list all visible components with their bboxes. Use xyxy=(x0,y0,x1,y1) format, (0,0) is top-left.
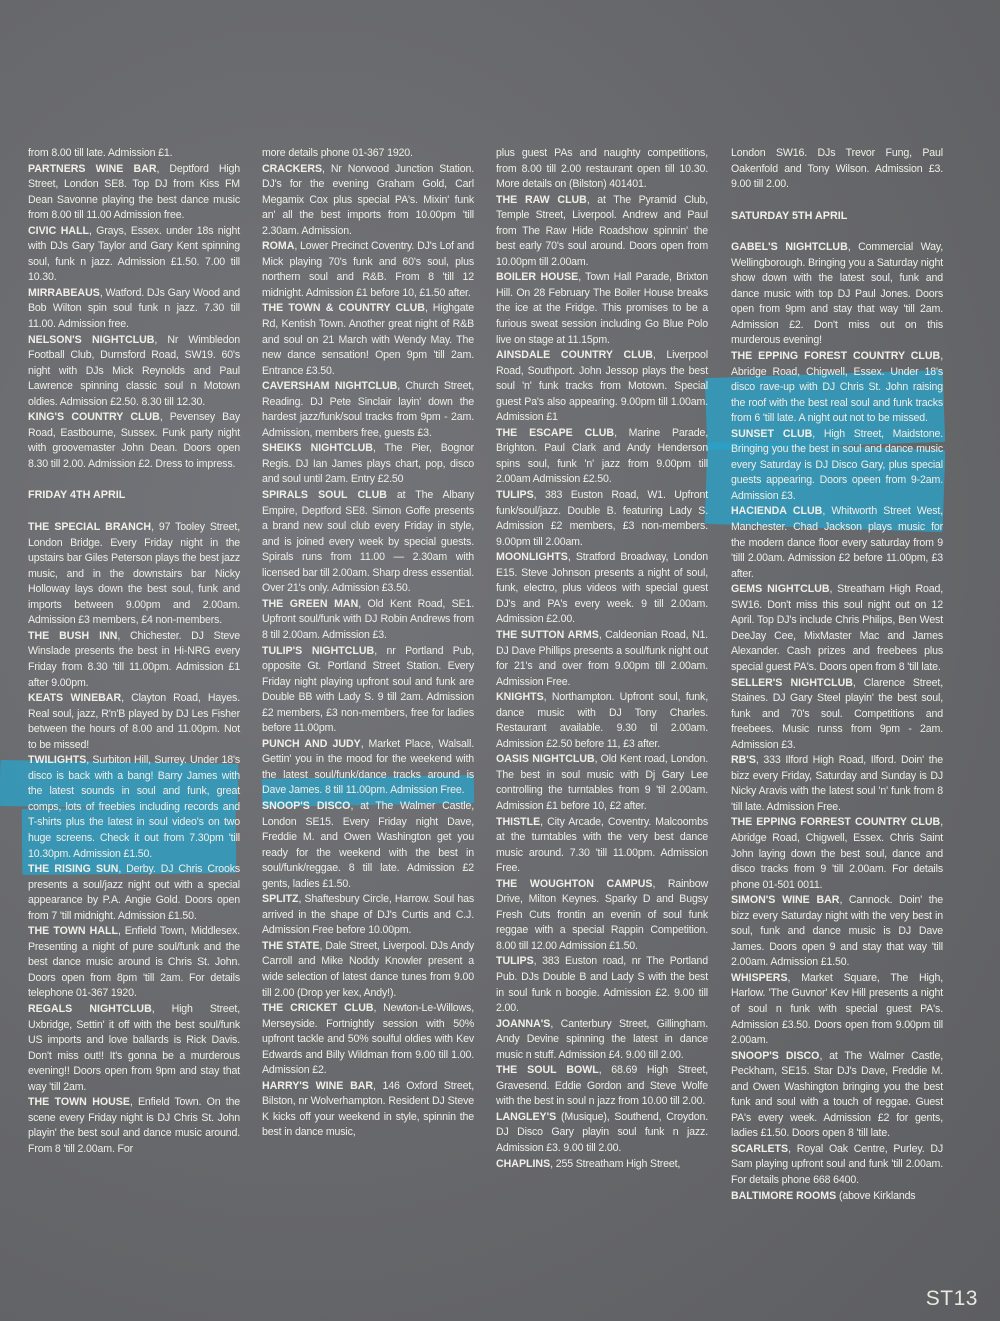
listings-column-4 xyxy=(731,146,943,1204)
listing-text: , Pevensey Bay Road, Eastbourne, Sussex. Funk party night with groovemaster John Dean. Doors open 8.30 till 2.00. Admission £2. Dress to impress. xyxy=(28,411,240,470)
listing-entry xyxy=(496,752,708,814)
listing-text: , at The Pyramid Club, Temple Street, Liverpool. Andrew and Paul from The Raw Hide Roadshow spinnin' the best early 70's soul around. Doors open from 10.00pm till 2.00am. xyxy=(496,193,708,268)
listing-entry xyxy=(496,1157,708,1173)
venue-name: THE SPECIAL BRANCH xyxy=(28,521,152,534)
listing-text: , Surbiton Hill, Surrey. Under 18's disco is back with a bang! Barry James with the latest sounds in soul and funk, great comps, lots of freebies including records and T-shirts plus the latest in soul video's on two huge screens. Check it out from 7.30pm 'till 10.30pm. Admission £1.50. xyxy=(28,754,240,860)
listing-text: , Deptford High Street, London SE8. Top DJ from Kiss FM Dean Savonne playing the best dance music from 8.00 till 11.00 Admission free. xyxy=(28,162,241,222)
venue-name: THE RAW CLUB xyxy=(496,193,587,206)
listing-entry xyxy=(496,426,708,488)
listing-text: , Clarence Street, Staines. DJ Gary Steel playin' the best soul, funk and 70's soul. Competitions and freebees. Music runss from 9pm - 2am. Admission £3. xyxy=(731,676,943,751)
listing-text: at The Albany Empire, Deptford SE8. Simon Goffe presents a brand new soul club every Friday in style, and is joined every week by special guests. Spirals runs from 11.00 — 2.30am with licensed bar till 2.00am. Sharp dress essential. Over 21's only. Admission £3.50. xyxy=(262,489,474,595)
listing-entry xyxy=(496,954,708,1016)
listing-entry xyxy=(28,753,240,862)
venue-name: THE WOUGHTON CAMPUS xyxy=(496,877,653,890)
listing-entry xyxy=(496,488,708,550)
listing-text: , Nr Wimbledon Football Club, Durnsford Road, SW19. 60's night with DJs Mick Reynolds and Paul Lawrence spinning classic soul n Motown oldies. Admission £2.50. 8.30 till 12.30. xyxy=(28,333,240,408)
listing-text: , 255 Streatham High Street, xyxy=(550,1157,681,1170)
listing-entry xyxy=(262,441,474,488)
venue-name: SELLER'S NIGHTCLUB xyxy=(731,676,853,689)
listing-text: , Watford. DJs Gary Wood and Bob Wilton spin soul funk n jazz. 7.30 till 11.00. Admission free. xyxy=(28,286,240,331)
listing-entry xyxy=(262,1079,474,1141)
listings-column-1 xyxy=(28,146,240,1157)
listing-entry xyxy=(496,348,708,426)
listings-column-2 xyxy=(262,146,474,1141)
listing-entry xyxy=(28,1095,240,1157)
listing-text: , Market Place, Walsall. Gettin' you in the mood for the weekend with the latest soul/funk/dance tracks around is Dave James. 8 till 11.00pm. Admission Free. xyxy=(262,737,474,797)
venue-name: JOANNA'S xyxy=(496,1017,551,1030)
listing-text: , 68.69 High Street, Gravesend. Eddie Gordon and Steve Wolfe with the best in soul n jazz from 10.00 till 2.00. xyxy=(496,1064,709,1108)
listing-text: , Highgate Rd, Kentish Town. Another great night of R&B and soul on 21 March with Wendy May. The new dance sensation! Open 9pm 'till 2am. Entrance £3.50. xyxy=(262,302,475,377)
listing-text: , Royal Oak Centre, Purley. DJ Sam playing upfront soul and funk 'till 2.00am. For details phone 668 6400. xyxy=(731,1142,943,1186)
venue-name: REGALS NIGHTCLUB xyxy=(28,1002,152,1015)
listing-entry xyxy=(731,676,943,754)
listing-entry xyxy=(28,1002,240,1095)
venue-name: CIVIC HALL xyxy=(28,224,90,237)
listing-text: , 333 Ilford High Road, Ilford. Doin' the bizz every Friday, Saturday and Sunday is DJ Nicky Aravis with the latest soul 'n' funk from 8 'till late. Admission Free. xyxy=(731,754,943,813)
listing-text: , Newton-Le-Willows, Merseyside. Fortnightly session with 50% upfront tackle and 50% soulful oldies with Kev Edwards and Billy Wildman from 9.00 till 1.00. Admission £2. xyxy=(262,1002,474,1077)
listing-entry xyxy=(28,691,240,753)
listing-entry xyxy=(496,1063,708,1110)
venue-name: TULIP'S NIGHTCLUB xyxy=(262,644,375,657)
venue-name: TWILIGHTS xyxy=(28,754,87,767)
listing-text: , Grays, Essex. under 18s night with DJs Gary Taylor and Gary Kent spinning soul, funk n jazz. Admission £1.50. 7.00 till 10.30. xyxy=(28,224,240,284)
venue-name: THE SOUL BOWL xyxy=(496,1064,599,1077)
listing-text: , at The Walmer Castle, Peckham, SE15. Star DJ's Dave, Freddie M. and Owen Washington bringing you the best funk and soul with a touch of reggae. Guest PA's every week. Admission £2 for gents, ladies £1.50. Doors open 8 'till late. xyxy=(731,1049,944,1140)
listing-entry xyxy=(731,1189,943,1205)
venue-name: SNOOP'S DISCO xyxy=(731,1049,820,1062)
listing-text: more details phone 01-367 1920. xyxy=(262,147,413,159)
venue-name: THE GREEN MAN xyxy=(262,597,359,610)
venue-name: PUNCH AND JUDY xyxy=(262,737,361,750)
listing-text: , Abridge Road, Chigwell, Essex. Chris Saint John laying down the best soul, dance and disco tracks from 9 'till 2.00am. For details phone 01-501 0011. xyxy=(731,816,943,891)
venue-name: SCARLETS xyxy=(731,1142,789,1155)
listing-entry xyxy=(496,877,708,955)
listing-text: , Northampton. Upfront soul, funk, dance music with DJ Tony Charles. Restaurant available. 9.30 til 2.00am. Admission £2.50 before 11, £3 after. xyxy=(496,691,708,750)
listing-text: (Musique), Southend, Croydon. DJ Disco Gary playin soul funk n jazz. Admission £3. 9.00 till 2.00. xyxy=(496,1110,708,1154)
listing-text: , Enfield Town. On the scene every Friday night is DJ Chris St. John playin' the best soul and dance music around. From 8 'till 2.00am. For xyxy=(28,1096,240,1155)
venue-name: SHEIKS NIGHTCLUB xyxy=(262,442,373,455)
listing-text: , Cannock. Doin' the bizz every Saturday night with the very best in soul, funk and dance music is DJ Dave James. Doors open 9 and stay that way 'till 2.00am. Admission £1.50. xyxy=(731,894,943,969)
venue-name: OASIS NIGHTCLUB xyxy=(496,753,595,766)
listing-entry xyxy=(262,239,474,301)
listing-entry xyxy=(731,815,943,893)
listing-entry xyxy=(28,146,240,162)
listing-text: , Streatham High Road, SW16. Don't miss this soul night out on 12 April. Top DJ's include Chris Philips, Ben West DeeJay Cee, MixMaster Mac and James Alexander. Cash prizes and freebees plus special guest PA's. Doors open from 8 'till late. xyxy=(731,583,943,673)
venue-name: CHAPLINS xyxy=(496,1157,551,1170)
listing-entry xyxy=(496,628,708,690)
venue-name: HACIENDA CLUB xyxy=(731,505,823,518)
listing-entry xyxy=(496,1110,708,1157)
listing-text: , 97 Tooley Street, London Bridge. Every Friday night in the upstairs bar Giles Peterson plays the best jazz music, and in the downstairs bar Nicky Holloway lays down the best soul, funk and imports between 9.00pm and 2.00am. Admission £3 members, £4 non-members. xyxy=(28,521,240,627)
listing-text: , High Street, Uxbridge, Settin' it off with the best soul/funk US imports and love ballards is Rick Davis. Don't miss out!! It's gonna be a murderous evening!! Doors open from 9pm and stay that way 'till 2am. xyxy=(28,1002,240,1093)
listing-entry xyxy=(28,924,240,1002)
listing-entry xyxy=(28,520,240,629)
listing-text: , Enfield Town, Middlesex. Presenting a night of pure soul/funk and the best dance music around is Chris St. John. Doors open from 8pm 'till 2am. For details telephone 01-367 1920. xyxy=(28,925,240,1000)
listing-text: , 383 Euston road, nr The Portland Pub. DJs Double B and Lady S with the best in soul funk n boogie. Admission £2. 9.00 till 2.00. xyxy=(496,955,708,1015)
venue-name: GEMS NIGHTCLUB xyxy=(731,583,830,596)
listing-text: , Whitworth Street West, Manchester. Chad Jackson plays music for the modern dance floor every saturday from 9 'tilll 2.00am. Admission £2 before 11.00pm, £3 after. xyxy=(731,505,943,580)
venue-name: KNIGHTS xyxy=(496,691,544,704)
venue-name: CAVERSHAM NIGHTCLUB xyxy=(262,380,398,393)
venue-name: THE CRICKET CLUB xyxy=(262,1002,374,1015)
listing-text: , Derby. DJ Chris Crooks presents a soul/jazz night out with a special appearance by P.A. Angie Gold. Doors open from 7 'till midnight. Admission £1.50. xyxy=(28,863,240,922)
listing-text: , The Pier, Bognor Regis. DJ Ian James plays chart, pop, disco and soul until 2am. Entry £2.50 xyxy=(262,442,474,486)
venue-name: BALTIMORE ROOMS xyxy=(731,1189,837,1202)
venue-name: SIMON'S WINE BAR xyxy=(731,894,840,907)
listing-entry xyxy=(731,349,943,427)
venue-name: TULIPS xyxy=(496,955,534,968)
listing-text: , City Arcade, Coventry. Malcoombs at the turntables with the very best dance music around. 7.30 'till 11.00pm. Admission Free. xyxy=(496,815,708,875)
venue-name: BOILER HOUSE xyxy=(496,271,579,284)
listing-text: , Nr Norwood Junction Station. DJ's for the evening Graham Gold, Carl Megamix Cox plus special PA's. Mixin' funk an' all the best imports from 10.00pm 'till 2.30am. Admission. xyxy=(262,162,474,237)
listing-entry xyxy=(262,799,474,892)
listing-text: , Market Square, The High, Harlow. 'The Guvnor' Kev Hill presents a night of soul n funk with special guest PA's. Admission £3.50. Doors open from 9.00pm till 2.00am. xyxy=(731,971,943,1047)
listing-text: , nr Portland Pub, opposite Gt. Portland Street Station. Every Friday night playing upfront soul and funk are Double BB with Lady S. 9 till 2am. Admission £2 members, £3 non-members, free for ladies before 11.00pm. xyxy=(262,644,474,735)
venue-name: MIRRABEAUS xyxy=(28,286,100,299)
listing-text: , Old Kent road, London. The best in soul music with Dj Gary Lee controlling the turntables from 9 'til 2.00am. Admission £1 before 10, £2 after. xyxy=(496,753,708,812)
listing-text: , Marine Parade, Brighton. Paul Clark and Andy Henderson spins soul, funk 'n' jazz from 9.00pm till 2.00am Admission £2.50. xyxy=(496,426,709,486)
venue-name: THE SUTTON ARMS xyxy=(496,628,599,641)
listing-entry xyxy=(731,893,943,971)
listing-entry xyxy=(262,892,474,939)
listing-text: , Stratford Broadway, London E15. Steve Johnson presents a night of soul, funk, electro, plus videos with special guest DJ's and PA's every week. 9 till 2.00am. Admission £2.00. xyxy=(496,551,708,626)
venue-name: KEATS WINEBAR xyxy=(28,692,122,705)
listing-entry xyxy=(262,162,474,240)
venue-name: THE TOWN HOUSE xyxy=(28,1096,130,1109)
listing-text: , Rainbow Drive, Milton Keynes. Sparky D and Bugsy Fresh Cuts frontin an evenin of soul funk reggae with a special Rappin Competition. 8.00 till 12.00 Admission £1.50. xyxy=(496,877,708,952)
listing-entry xyxy=(496,270,708,348)
listing-entry xyxy=(262,737,474,799)
listing-entry xyxy=(731,582,943,675)
venue-name: THE EPPING FOREST COUNTRY CLUB xyxy=(731,350,941,363)
listing-text: , Clayton Road, Hayes. Real soul, jazz, R'n'B played by DJ Les Fisher between the hours of 8.00 and 11.00pm. Not to be missed! xyxy=(28,692,240,751)
listing-entry xyxy=(28,862,240,924)
listing-text: plus guest PAs and naughty competitions, from 8.00 till 2.00 restaurant open till 10.30. More details on (Bilston) 401401. xyxy=(496,147,708,191)
listing-entry xyxy=(496,690,708,752)
venue-name: CRACKERS xyxy=(262,162,323,175)
listing-entry xyxy=(28,629,240,691)
listing-text: , Canterbury Street, Gillingham. Andy Devine spinning the latest in dance music n stuff. Admission £4. 9.00 till 2.00. xyxy=(496,1017,708,1061)
listing-entry xyxy=(731,1049,943,1142)
day-heading: FRIDAY 4TH APRIL xyxy=(28,489,126,502)
listing-text: , 383 Euston Road, W1. Upfront funk/soul/jazz. Double B. featuring Lady S. Admission £2 members, £3 non-members. 9.00pm till 2.00am. xyxy=(496,489,708,548)
listing-text: , Caldeonian Road, N1. DJ Dave Phillips presents a soul/funk night out for 21's and over from 9.00pm till 2.00am. Admission Free. xyxy=(496,628,709,688)
listings-column-3 xyxy=(496,146,708,1172)
listing-entry xyxy=(262,1001,474,1079)
listing-entry xyxy=(731,1142,943,1189)
venue-name: SPIRALS SOUL CLUB xyxy=(262,489,387,502)
listing-entry xyxy=(262,488,474,597)
listing-entry xyxy=(496,193,708,271)
listing-entry xyxy=(496,1017,708,1064)
listing-entry xyxy=(731,971,943,1049)
venue-name: SNOOP'S DISCO xyxy=(262,799,351,812)
venue-name: PARTNERS WINE BAR xyxy=(28,162,157,175)
venue-name: THE TOWN & COUNTRY CLUB xyxy=(262,302,425,315)
page-number: ST13 xyxy=(925,1287,978,1310)
venue-name: THE STATE xyxy=(262,939,320,952)
listing-text: , High Street, Maidstone. Bringing you the best in soul and dance music every Saturday is DJ Disco Gary, plus special guests appearing. Doors opeen from 9-2am. Admission £3. xyxy=(731,427,943,502)
listing-text: , Old Kent Road, SE1. Upfront soul/funk with DJ Robin Andrews from 8 till 2.00am. Admission £3. xyxy=(262,597,474,641)
venue-name: LANGLEY'S xyxy=(496,1110,557,1123)
listing-entry xyxy=(731,240,943,349)
listing-entry xyxy=(28,162,240,224)
venue-name: SPLITZ xyxy=(262,893,299,906)
listing-entry xyxy=(731,504,943,582)
listing-text: , Abridge Road, Chigwell, Essex. Under 18's disco rave-up with DJ Chris St. John raising the roof with the best real soul and funk tracks from 6 'till late. A night out not to be missed. xyxy=(731,350,943,425)
listing-entry xyxy=(262,644,474,737)
listing-entry xyxy=(28,286,240,333)
venue-name: NELSON'S NIGHTCLUB xyxy=(28,333,155,346)
listing-text: , Church Street, Reading. DJ Pete Sinclair layin' down the hardest jazz/funk/soul tracks from 9pm - 2am. Admission, members free, guests £3. xyxy=(262,380,474,439)
listing-entry xyxy=(28,333,240,411)
venue-name: THE EPPING FORREST COUNTRY CLUB xyxy=(731,816,941,829)
listing-entry xyxy=(262,597,474,644)
listing-text: , Liverpool Road, Southport. John Jessop plays the best soul 'n' funk tracks from Motown. Special guest Pa's also appearing. 9.00pm till 1.00am. Admission £1 xyxy=(496,349,708,424)
listing-text: , Dale Street, Liverpool. DJs Andy Carroll and Mike Noddy Knowler present a wide selection of latest dance tunes from 9.00 till 2.00 (Drop yer kex, Andy!). xyxy=(262,939,474,999)
listing-entry xyxy=(731,427,943,505)
listing-text: (above Kirklands xyxy=(836,1189,916,1202)
listing-entry xyxy=(262,146,474,162)
venue-name: THE RISING SUN xyxy=(28,863,119,876)
venue-name: THE ESCAPE CLUB xyxy=(496,426,615,439)
listing-text: , at The Walmer Castle, London SE15. Every Friday night Dave, Freddie M. and Owen Washington get you ready for the weekend with the best in soul/funk/reggae. 8 till late. Admission £2 gents, ladies £1.50. xyxy=(262,799,475,890)
venue-name: THE TOWN HALL xyxy=(28,925,118,938)
venue-name: THISTLE xyxy=(496,815,541,828)
listing-entry xyxy=(731,753,943,815)
venue-name: RB'S xyxy=(731,754,756,767)
listing-text: , 146 Oxford Street, Bilston, nr Wolverhampton. Resident DJ Steve K kicks off your weekend in style, spinnin the best in dance music, xyxy=(262,1079,474,1139)
listing-text: , Chichester. DJ Steve Winslade presents the best in Hi-NRG every Friday from 8.30 'till 11.00pm. Admission £1 after 9.00pm. xyxy=(28,629,240,689)
listing-text: London SW16. DJs Trevor Fung, Paul Oakenfold and Tony Wilson. Admission £3. 9.00 till 2.00. xyxy=(731,147,943,191)
listing-entry xyxy=(496,550,708,628)
listing-entry xyxy=(262,379,474,441)
listing-text: , Town Hall Parade, Brixton Hill. On 28 February The Boiler House breaks the ice at the Fridge. This promises to be a furious sweat session including Go Blue Polo live on stage at 11.15pm. xyxy=(496,271,709,346)
venue-name: MOONLIGHTS xyxy=(496,551,568,564)
venue-name: HARRY'S WINE BAR xyxy=(262,1079,374,1092)
listing-entry xyxy=(496,815,708,877)
day-heading: SATURDAY 5TH APRIL xyxy=(731,209,848,222)
listing-entry xyxy=(28,224,240,286)
venue-name: KING'S COUNTRY CLUB xyxy=(28,411,160,424)
listing-text: from 8.00 till late. Admission £1. xyxy=(28,147,173,159)
venue-name: SUNSET CLUB xyxy=(731,427,813,440)
listing-entry xyxy=(496,146,708,193)
venue-name: WHISPERS xyxy=(731,971,788,984)
listing-text: , Shaftesbury Circle, Harrow. Soul has arrived in the shape of DJ's Curtis and C.J. Admission Free before 10.00pm. xyxy=(262,893,474,937)
venue-name: GABEL'S NIGHTCLUB xyxy=(731,241,848,254)
venue-name: AINSDALE COUNTRY CLUB xyxy=(496,349,653,362)
listing-entry xyxy=(28,410,240,472)
listing-entry xyxy=(731,146,943,193)
listing-entry xyxy=(262,301,474,379)
listing-entry xyxy=(262,939,474,1001)
listing-text: , Lower Precinct Coventry. DJ's Lof and Mick playing 70's funk and 60's soul, plus northern soul and R&B. From 8 'till 12 midnight. Admission £1 before 10, £1.50 after. xyxy=(262,240,474,299)
venue-name: THE BUSH INN xyxy=(28,629,118,642)
venue-name: ROMA xyxy=(262,240,295,253)
listing-text: , Commercial Way, Wellingborough. Bringing you a Saturday night show down with the latest soul, funk and dance music with top DJ Paul Jones. Doors open from 9pm and stay that way 'till 2am. Admission £2. Don't miss out on this murderous evening! xyxy=(731,241,943,347)
venue-name: TULIPS xyxy=(496,489,534,502)
